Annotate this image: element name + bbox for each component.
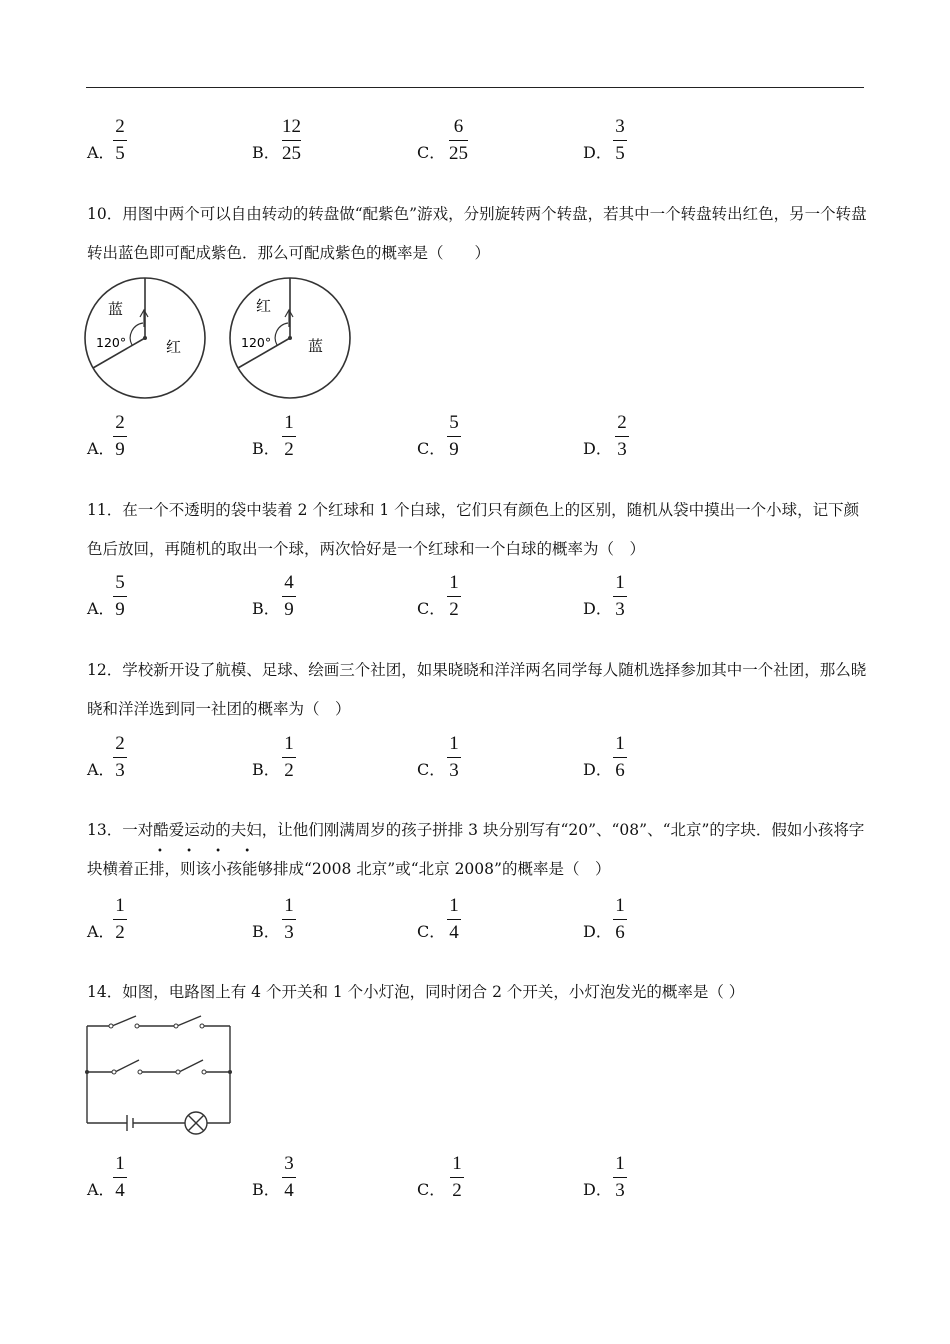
fraction (447, 572, 461, 621)
numerator: 3 (615, 116, 625, 137)
option-label: B． (252, 760, 280, 779)
denominator: 3 (615, 599, 625, 620)
numerator: 1 (115, 895, 125, 916)
numerator: 1 (449, 895, 459, 916)
option-label: A． (87, 1180, 115, 1199)
fraction (113, 572, 127, 621)
fraction (282, 116, 301, 165)
numerator: 5 (115, 572, 125, 593)
spinner-2-angle-label: 120° (241, 335, 272, 350)
fraction (613, 116, 627, 165)
spinner-2 (230, 278, 350, 398)
fraction (449, 116, 468, 165)
denominator: 2 (449, 599, 459, 620)
spinner-1-top-label: 蓝 (108, 300, 124, 318)
option-label: A． (87, 760, 115, 779)
denominator: 3 (617, 439, 627, 460)
option-label: C． (417, 143, 446, 162)
numerator: 1 (284, 733, 294, 754)
denominator: 9 (115, 439, 125, 460)
denominator: 2 (284, 439, 294, 460)
option-label: A． (87, 599, 115, 618)
numerator: 1 (452, 1153, 462, 1174)
spinner-1-right-label: 红 (166, 338, 182, 356)
option-label: B． (252, 1180, 280, 1199)
switch-1 (112, 1016, 136, 1026)
switch-3 (115, 1060, 139, 1072)
fraction (613, 1153, 627, 1202)
denominator: 2 (115, 922, 125, 943)
denominator: 25 (282, 143, 301, 164)
spinner-2-right-label: 蓝 (308, 337, 324, 355)
numerator: 12 (282, 116, 301, 137)
spinner-1 (85, 278, 205, 398)
q10-spinners-figure (84, 277, 354, 403)
q13-text: 13．一对酷爱运动的夫妇，让他们刚满周岁的孩子拼排 3 块分别写有“20”、“08”、“北京”的字块．假如小孩将字块横着正排，则该小孩能够排成“2008 北京”或“北京 2008”的概率是（ ） (87, 821, 865, 878)
option-label: D． (583, 922, 612, 941)
denominator: 5 (615, 143, 625, 164)
denominator: 3 (284, 922, 294, 943)
denominator: 3 (449, 760, 459, 781)
fraction (282, 412, 296, 461)
fraction (450, 1153, 464, 1202)
fraction (282, 572, 296, 621)
q10-text: 10．用图中两个可以自由转动的转盘做“配紫色”游戏，分别旋转两个转盘，若其中一个转盘转出红色，另一个转盘转出蓝色即可配成紫色．那么可配成紫色的概率是（ ） (87, 205, 867, 262)
fraction (613, 733, 627, 782)
option-label: C． (417, 1180, 446, 1199)
denominator: 3 (115, 760, 125, 781)
header-rule (86, 87, 864, 88)
fraction (447, 733, 461, 782)
numerator: 2 (115, 412, 125, 433)
numerator: 1 (615, 1153, 625, 1174)
option-label: B． (252, 143, 280, 162)
numerator: 2 (115, 733, 125, 754)
q11-text: 11．在一个不透明的袋中装着 2 个红球和 1 个白球，它们只有颜色上的区别，随机从袋中摸出一个小球，记下颜色后放回，再随机的取出一个球，两次恰好是一个红球和一个白球的概率为（ ） (87, 501, 860, 558)
fraction (113, 733, 127, 782)
numerator: 1 (615, 895, 625, 916)
option-label: B． (252, 599, 280, 618)
fraction (615, 412, 629, 461)
denominator: 9 (449, 439, 459, 460)
option-label: D． (583, 1180, 612, 1199)
option-label: B． (252, 922, 280, 941)
fraction (282, 733, 296, 782)
option-label: C． (417, 922, 446, 941)
denominator: 9 (284, 599, 294, 620)
denominator: 25 (449, 143, 468, 164)
numerator: 2 (617, 412, 627, 433)
option-label: D． (583, 760, 612, 779)
option-label: D． (583, 599, 612, 618)
numerator: 5 (449, 412, 459, 433)
numerator: 4 (284, 572, 294, 593)
q14-circuit-diagram (84, 1011, 236, 1137)
option-label: A． (87, 143, 115, 162)
denominator: 4 (115, 1180, 125, 1201)
fraction (613, 572, 627, 621)
numerator: 1 (284, 412, 294, 433)
numerator: 1 (449, 572, 459, 593)
fraction (113, 1153, 127, 1202)
denominator: 4 (449, 922, 459, 943)
fraction (113, 116, 127, 165)
denominator: 4 (284, 1180, 294, 1201)
option-label: C． (417, 760, 446, 779)
q14-text: 14．如图，电路图上有 4 个开关和 1 个小灯泡，同时闭合 2 个开关，小灯泡发光的概率是（ ） (87, 983, 745, 1001)
spinner-2-top-label: 红 (256, 297, 272, 315)
denominator: 2 (284, 760, 294, 781)
q12-text: 12．学校新开设了航模、足球、绘画三个社团，如果晓晓和洋洋两名同学每人随机选择参加其中一个社团，那么晓晓和洋洋选到同一社团的概率为（ ） (87, 661, 867, 718)
fraction (282, 1153, 296, 1202)
fraction (282, 895, 296, 944)
numerator: 1 (449, 733, 459, 754)
denominator: 6 (615, 922, 625, 943)
numerator: 1 (615, 733, 625, 754)
numerator: 6 (453, 116, 464, 137)
numerator: 3 (284, 1153, 294, 1174)
fraction (113, 412, 127, 461)
denominator: 5 (115, 143, 125, 164)
option-label: C． (417, 439, 446, 458)
fraction (613, 895, 627, 944)
option-label: D． (583, 439, 612, 458)
option-label: A． (87, 439, 115, 458)
denominator: 3 (615, 1180, 625, 1201)
emphasis-dots: • • • • (157, 846, 261, 857)
switch-4 (179, 1060, 203, 1072)
denominator: 6 (615, 760, 625, 781)
option-label: A． (87, 922, 115, 941)
fraction (113, 895, 127, 944)
numerator: 2 (115, 116, 125, 137)
fraction (447, 895, 461, 944)
numerator: 1 (615, 572, 625, 593)
numerator: 1 (115, 1153, 125, 1174)
switch-2 (177, 1016, 201, 1026)
denominator: 2 (452, 1180, 462, 1201)
option-label: B． (252, 439, 280, 458)
fraction (447, 412, 461, 461)
option-label: D． (583, 143, 612, 162)
option-label: C． (417, 599, 446, 618)
denominator: 9 (115, 599, 125, 620)
spinner-1-angle-label: 120° (96, 335, 127, 350)
numerator: 1 (284, 895, 294, 916)
